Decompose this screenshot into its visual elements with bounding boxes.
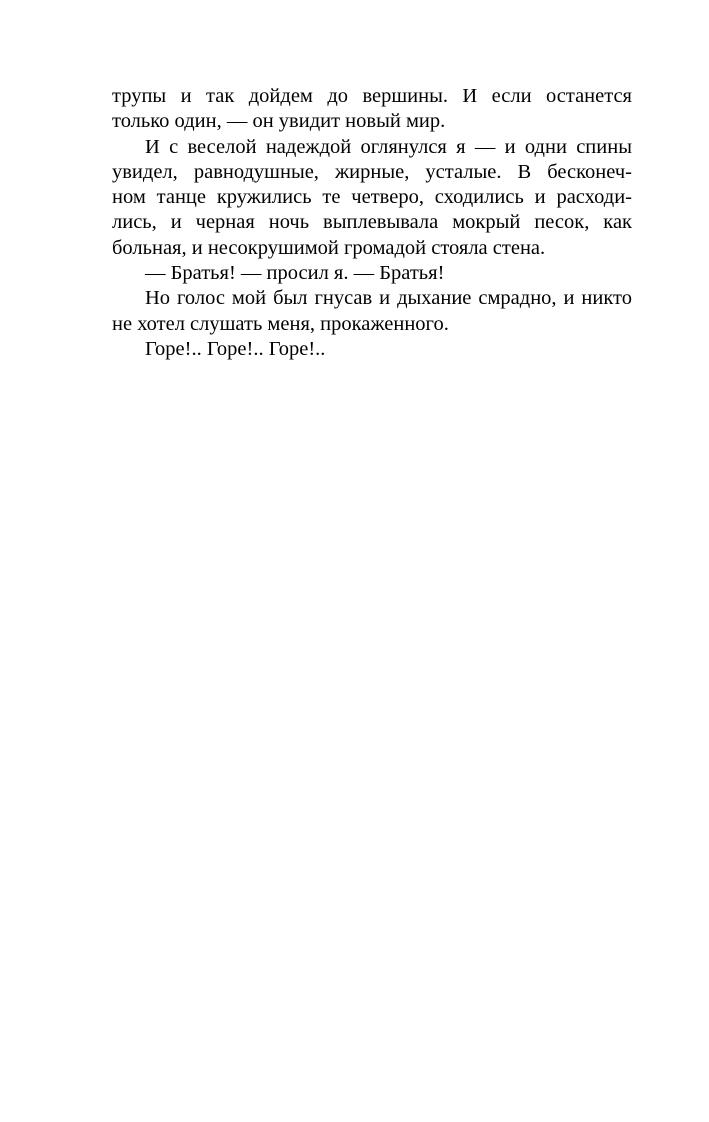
text-line: лись, и черная ночь выплевывала мокрый песок, как	[112, 211, 632, 234]
text-line: не хотел слушать меня, прокаженного.	[112, 312, 449, 335]
text-line: увидел, равнодушные, жирные, усталые. В бесконеч-	[112, 160, 632, 183]
text-line: трупы и так дойдем до вершины. И если останется	[112, 85, 632, 107]
text-line: И с веселой надеждой оглянулся я — и одни спины	[145, 135, 632, 158]
text-line: ном танце кружились те четверо, сходились и расходи-	[112, 186, 632, 209]
text-line: только один, — он увидит новый мир.	[112, 110, 446, 133]
text-line: Но голос мой был гнусав и дыхание смрадно, и никто	[145, 287, 632, 310]
page-text	[112, 84, 632, 362]
text-line: — Братья! — просил я. — Братья!	[145, 262, 445, 285]
text-line: Горе!.. Горе!.. Горе!..	[145, 337, 326, 360]
text-line: больная, и несокрушимой громадой стояла стена.	[112, 236, 546, 259]
